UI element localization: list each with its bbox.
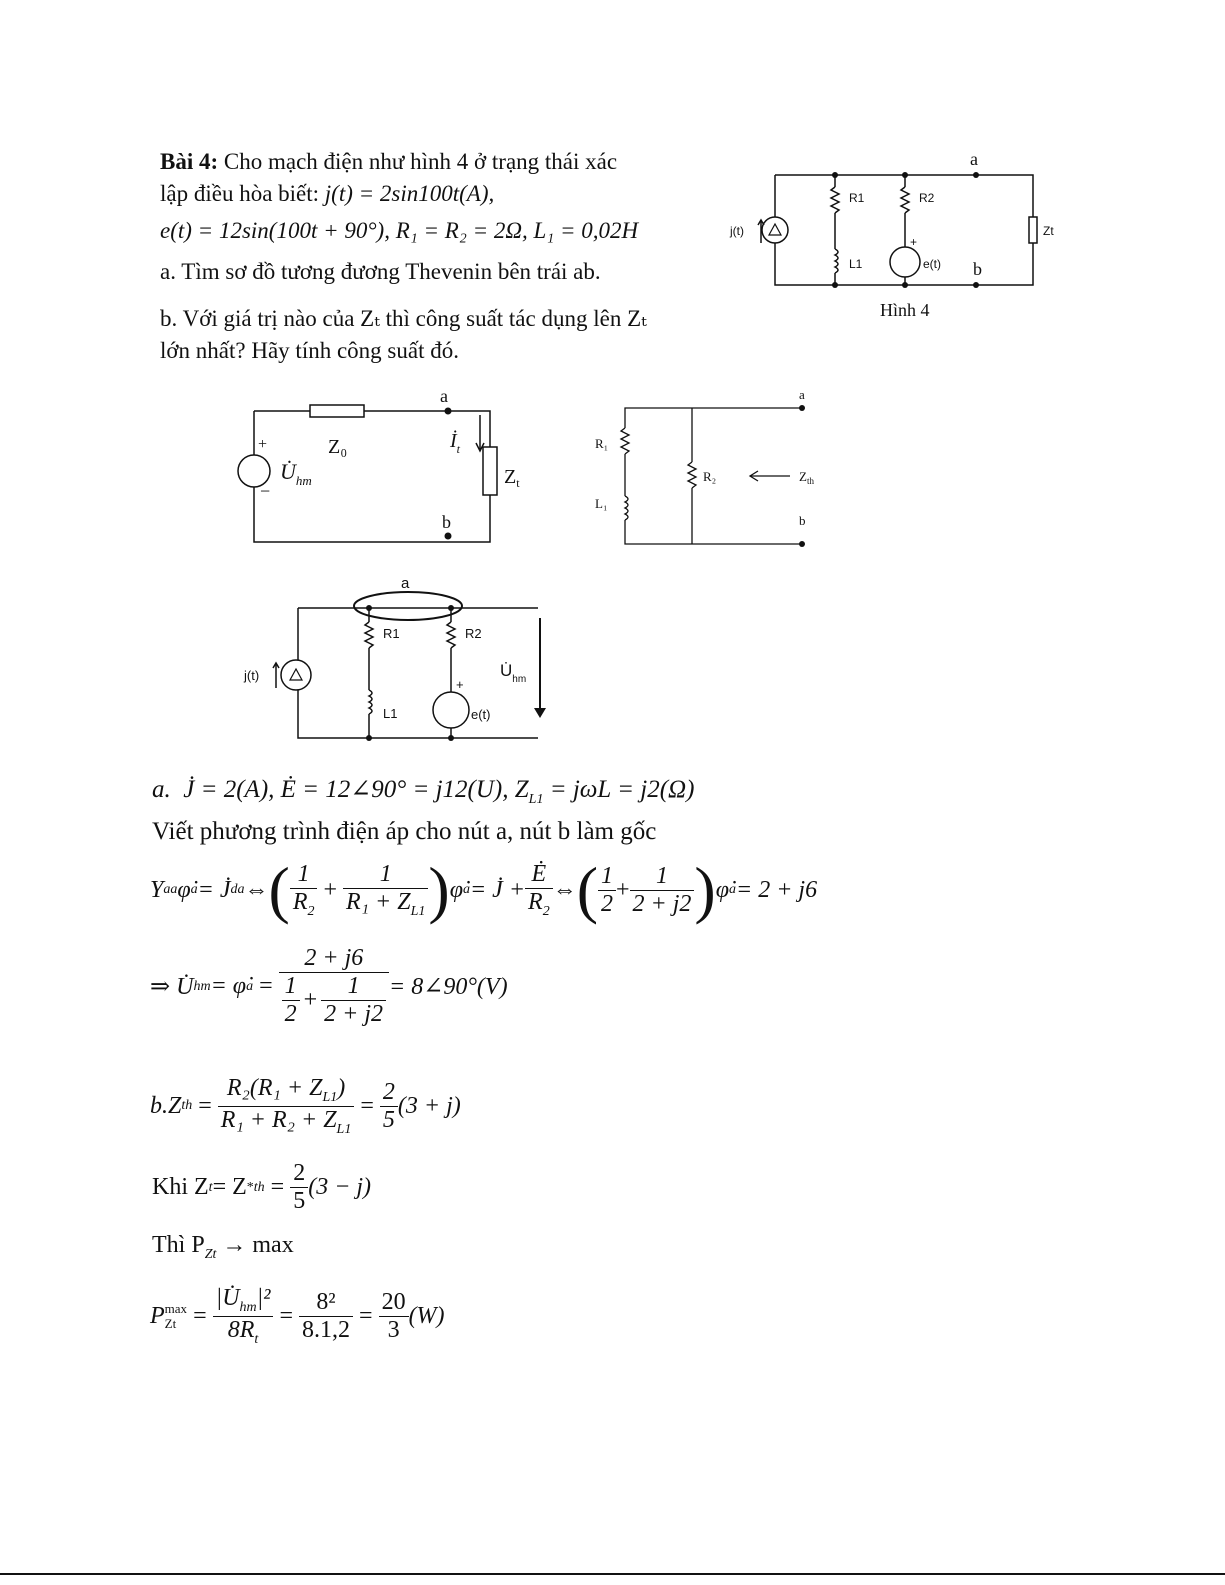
- thevenin-node-b: b: [442, 512, 451, 532]
- zth-node-b: b: [799, 513, 806, 528]
- figure-4-circuit: [725, 145, 1065, 325]
- fig4-e-label: e(t): [923, 257, 941, 271]
- fig4-caption: Hình 4: [880, 300, 930, 320]
- question-b-line-2: lớn nhất? Hãy tính công suất đó.: [160, 338, 459, 363]
- solution-a-prefix: a.: [152, 776, 171, 803]
- fig4-r1-label: R1: [849, 191, 865, 205]
- question-b-line-1: b. Với giá trị nào của Zₜ thì công suất tác dụng lên Zₜ: [160, 306, 647, 331]
- fig4-load-label: Zt: [1043, 224, 1054, 238]
- max-power-equation: P max Zt = $\frac{|U̇_{hm}|^2}{8R_t}$ = $\frac{\text{8²}}{8.1,2}$ = $\frac{20}{3}$ (W): [150, 1285, 445, 1347]
- thevenin-impedance-equation: b.Z th = $\frac{R_2(R_1 + Z_{L1})}{R_1 + R_2 + Z_{L1}}$ = $\frac{2}{5}$ (3 + j): [150, 1075, 461, 1137]
- junction-dot: [448, 735, 454, 741]
- problem-line-1: [160, 148, 617, 176]
- problem-line-2-text: lập điều hòa biết:: [160, 181, 325, 206]
- node-voltage-figure: [238, 570, 558, 750]
- node-b-dot: [445, 533, 452, 540]
- node-fig-r1-label: R1: [383, 626, 400, 641]
- node-a-dot: [445, 408, 452, 415]
- junction-dot: [832, 172, 838, 178]
- thevenin-minus: −: [260, 481, 271, 501]
- matched-load-condition: Khi Z t = Z * th = $\frac{2}{5}$ (3 − j): [152, 1160, 372, 1214]
- fig4-j-label: j(t): [730, 224, 744, 238]
- source-j-formula: j(t) = 2sin100t(A),: [324, 181, 495, 206]
- junction-dot: [366, 605, 372, 611]
- zth-r1-label: R₁: [595, 436, 609, 451]
- junction-dot: [366, 735, 372, 741]
- zth-r2-label: R₂: [703, 469, 717, 484]
- solution-a-values-end: = jωL = j2(Ω): [543, 776, 695, 803]
- thevenin-zt-label: $Z_t$: [504, 466, 520, 490]
- node-a-dot: [799, 405, 805, 411]
- node-fig-plus: +: [456, 677, 464, 692]
- junction-dot: [448, 605, 454, 611]
- thevenin-equivalent-figure: [228, 385, 518, 550]
- problem-label: Bài 4:: [160, 149, 219, 174]
- max-power-statement: Thì $P_{Zt} \to \max$: [152, 1232, 294, 1262]
- zth-node-a: a: [799, 387, 805, 402]
- junction-dot: [832, 282, 838, 288]
- fig4-node-b: b: [973, 259, 982, 279]
- fig4-l1-label: L1: [849, 257, 863, 271]
- thevenin-u-label: $U̇_{hm}$: [280, 459, 312, 488]
- question-a: a. Tìm sơ đồ tương đương Thevenin bên trái ab.: [160, 259, 601, 284]
- node-b-dot: [799, 541, 805, 547]
- thevenin-z0-label: Z₀: [328, 436, 348, 458]
- node-b-dot: [973, 282, 979, 288]
- solution-a-sub: L1: [528, 792, 544, 807]
- page-bottom-rule: [0, 1573, 1225, 1575]
- node-a-dot: [973, 172, 979, 178]
- junction-dot: [902, 282, 908, 288]
- node-fig-u-label: $U̇_{hm}$: [500, 661, 527, 685]
- node-fig-l1-label: L1: [383, 706, 398, 721]
- source-e-formula: e(t) = 12sin(100t + 90°), R₁ = R₂ = 2Ω, L₁ = 0,02H: [160, 218, 639, 243]
- junction-dot: [902, 172, 908, 178]
- fig4-plus: +: [910, 235, 918, 249]
- solution-a-values: J̇ = 2(A), Ė = 12∠90° = j12(U), Z: [183, 776, 529, 803]
- node-equation: Y aa φ̇ a = J̇ da ⇔ ( $\frac{1}{R_2}$ + $\frac{1}{R_1 + Z_{L1}}$ ) φ̇ a = J̇ + $\frac{Ė}{R_2}$ ⇔ ( $\frac{1}{2}$ + $\frac{1}{2 + j2}$ ) φ̇ a = 2 + j6: [150, 854, 818, 925]
- node-fig-node-a: a: [401, 575, 410, 592]
- problem-line-2: [160, 180, 494, 208]
- thevenin-node-a: a: [440, 386, 448, 406]
- node-fig-j-label: j(t): [244, 668, 260, 683]
- thevenin-it-label: $İ_t$: [450, 430, 461, 456]
- node-equation-intro: Viết phương trình điện áp cho nút a, nút b làm gốc: [152, 818, 657, 845]
- problem-intro: Cho mạch điện như hình 4 ở trạng thái xác: [218, 149, 618, 174]
- open-circuit-voltage-equation: ⇒ U̇ hm = φ̇ a = 2 + j6 $\frac{1}{2}$ + $\frac{1}{2 + j2}$ = 8∠90°(V): [150, 945, 508, 1027]
- zth-l1-label: L₁: [595, 496, 608, 511]
- zth-figure: [590, 388, 835, 553]
- node-fig-r2-label: R2: [465, 626, 482, 641]
- thevenin-plus: +: [258, 436, 268, 453]
- fig4-r2-label: R2: [919, 191, 935, 205]
- node-fig-e-label: e(t): [471, 707, 491, 722]
- solution-a-line: [152, 775, 694, 815]
- zth-arrow-label: $Z_{th}$: [799, 469, 814, 486]
- fig4-node-a: a: [970, 149, 978, 169]
